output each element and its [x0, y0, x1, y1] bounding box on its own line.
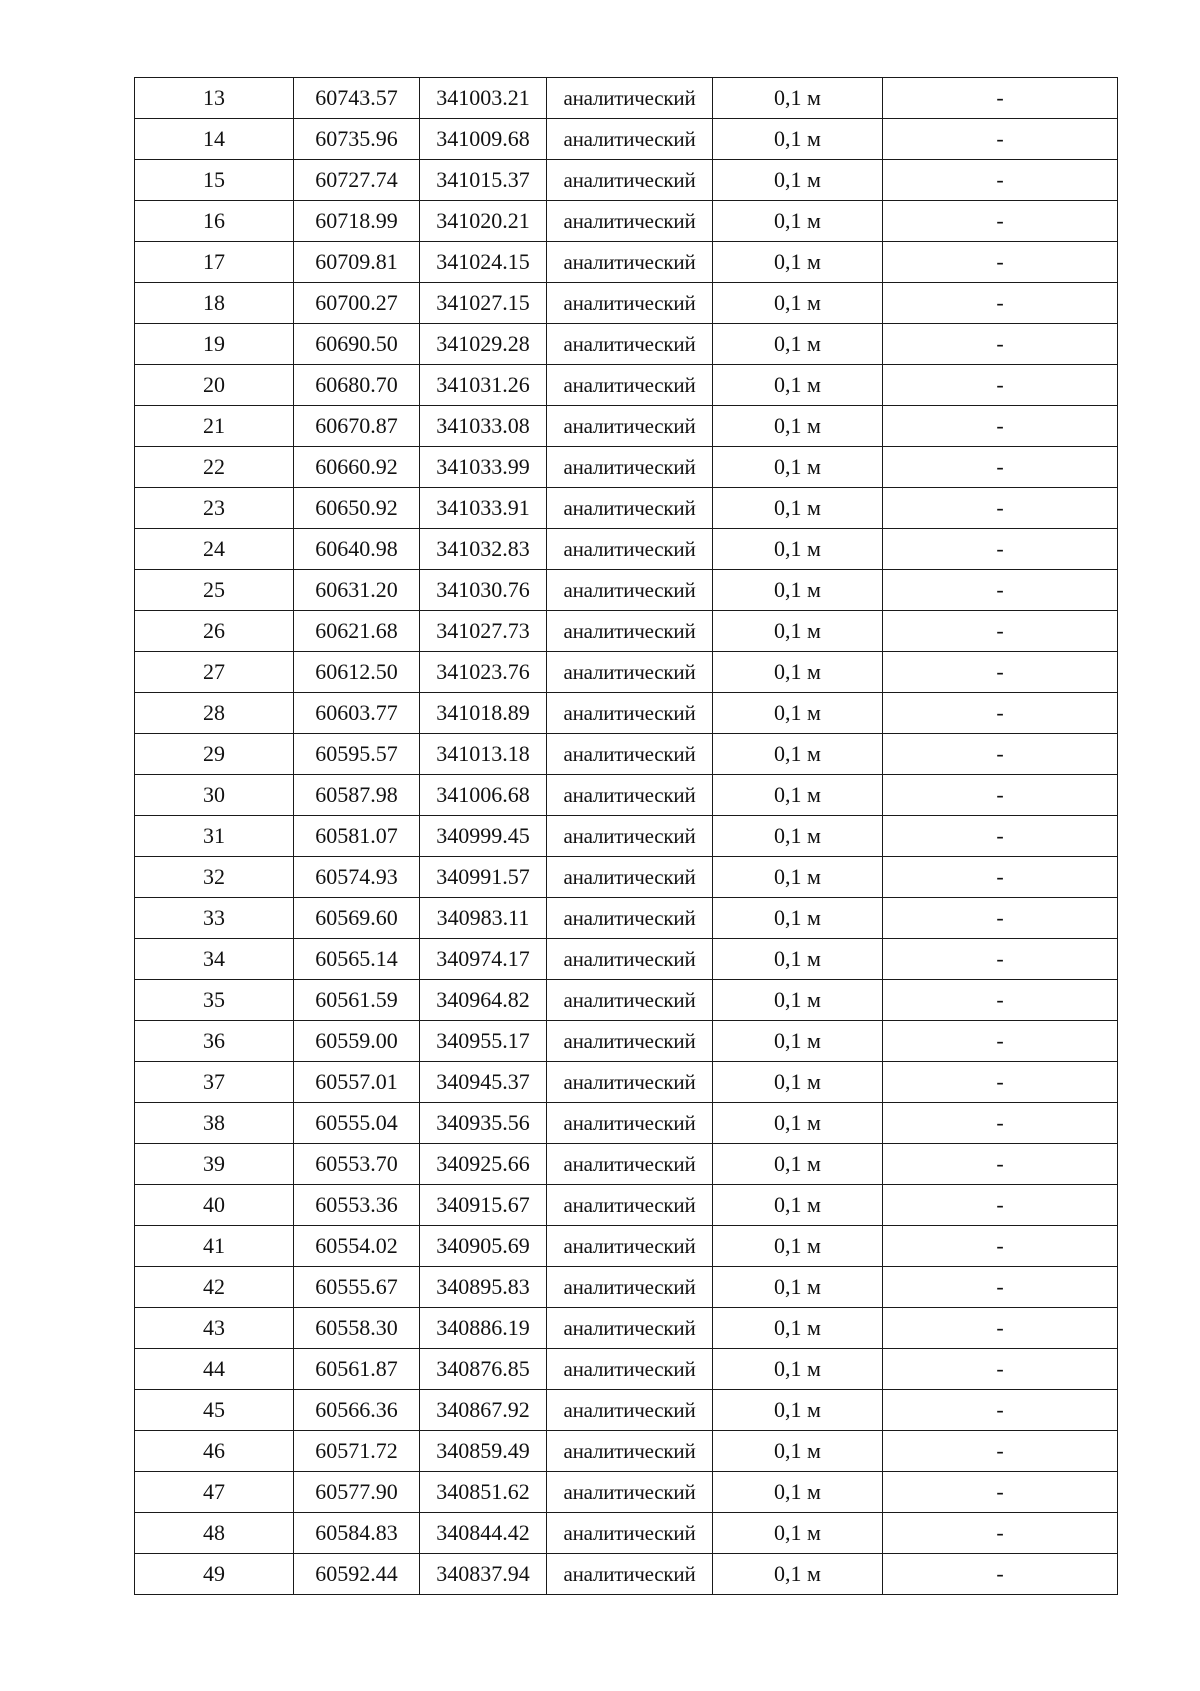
method-cell: аналитический [547, 78, 713, 119]
table-row [135, 119, 1118, 160]
method-cell: аналитический [547, 1431, 713, 1472]
note-cell: - [883, 1308, 1118, 1349]
note-cell: - [883, 447, 1118, 488]
accuracy-cell: 0,1 м [713, 775, 883, 816]
point-number-cell: 35 [135, 980, 294, 1021]
accuracy-cell: 0,1 м [713, 980, 883, 1021]
table-row [135, 1431, 1118, 1472]
x-coordinate-cell: 60680.70 [294, 365, 420, 406]
table-row [135, 283, 1118, 324]
method-cell: аналитический [547, 1349, 713, 1390]
y-coordinate-cell: 341027.73 [420, 611, 547, 652]
accuracy-cell: 0,1 м [713, 816, 883, 857]
x-coordinate-cell: 60553.70 [294, 1144, 420, 1185]
note-cell: - [883, 1513, 1118, 1554]
point-number-cell: 21 [135, 406, 294, 447]
table-row [135, 1308, 1118, 1349]
accuracy-cell: 0,1 м [713, 406, 883, 447]
point-number-cell: 47 [135, 1472, 294, 1513]
accuracy-cell: 0,1 м [713, 1144, 883, 1185]
y-coordinate-cell: 341032.83 [420, 529, 547, 570]
point-number-cell: 34 [135, 939, 294, 980]
accuracy-cell: 0,1 м [713, 447, 883, 488]
method-cell: аналитический [547, 242, 713, 283]
point-number-cell: 44 [135, 1349, 294, 1390]
y-coordinate-cell: 340915.67 [420, 1185, 547, 1226]
method-cell: аналитический [547, 1185, 713, 1226]
point-number-cell: 39 [135, 1144, 294, 1185]
method-cell: аналитический [547, 283, 713, 324]
table-row [135, 898, 1118, 939]
method-cell: аналитический [547, 1144, 713, 1185]
point-number-cell: 29 [135, 734, 294, 775]
accuracy-cell: 0,1 м [713, 1349, 883, 1390]
y-coordinate-cell: 341033.08 [420, 406, 547, 447]
note-cell: - [883, 939, 1118, 980]
method-cell: аналитический [547, 734, 713, 775]
accuracy-cell: 0,1 м [713, 242, 883, 283]
x-coordinate-cell: 60555.04 [294, 1103, 420, 1144]
table-row [135, 652, 1118, 693]
x-coordinate-cell: 60558.30 [294, 1308, 420, 1349]
accuracy-cell: 0,1 м [713, 1308, 883, 1349]
method-cell: аналитический [547, 324, 713, 365]
table-row [135, 488, 1118, 529]
note-cell: - [883, 693, 1118, 734]
note-cell: - [883, 652, 1118, 693]
accuracy-cell: 0,1 м [713, 898, 883, 939]
note-cell: - [883, 898, 1118, 939]
x-coordinate-cell: 60727.74 [294, 160, 420, 201]
y-coordinate-cell: 340876.85 [420, 1349, 547, 1390]
y-coordinate-cell: 340859.49 [420, 1431, 547, 1472]
point-number-cell: 46 [135, 1431, 294, 1472]
y-coordinate-cell: 341033.99 [420, 447, 547, 488]
point-number-cell: 28 [135, 693, 294, 734]
note-cell: - [883, 1554, 1118, 1595]
point-number-cell: 18 [135, 283, 294, 324]
accuracy-cell: 0,1 м [713, 160, 883, 201]
y-coordinate-cell: 341033.91 [420, 488, 547, 529]
table-row [135, 1513, 1118, 1554]
x-coordinate-cell: 60553.36 [294, 1185, 420, 1226]
x-coordinate-cell: 60566.36 [294, 1390, 420, 1431]
table-row [135, 693, 1118, 734]
accuracy-cell: 0,1 м [713, 283, 883, 324]
note-cell: - [883, 570, 1118, 611]
y-coordinate-cell: 341031.26 [420, 365, 547, 406]
accuracy-cell: 0,1 м [713, 488, 883, 529]
y-coordinate-cell: 340983.11 [420, 898, 547, 939]
point-number-cell: 43 [135, 1308, 294, 1349]
y-coordinate-cell: 340844.42 [420, 1513, 547, 1554]
accuracy-cell: 0,1 м [713, 1513, 883, 1554]
note-cell: - [883, 1390, 1118, 1431]
table-row [135, 1062, 1118, 1103]
x-coordinate-cell: 60584.83 [294, 1513, 420, 1554]
accuracy-cell: 0,1 м [713, 1185, 883, 1226]
table-row [135, 406, 1118, 447]
note-cell: - [883, 1185, 1118, 1226]
x-coordinate-cell: 60718.99 [294, 201, 420, 242]
table-row [135, 447, 1118, 488]
x-coordinate-cell: 60700.27 [294, 283, 420, 324]
point-number-cell: 48 [135, 1513, 294, 1554]
note-cell: - [883, 816, 1118, 857]
note-cell: - [883, 1226, 1118, 1267]
method-cell: аналитический [547, 1267, 713, 1308]
x-coordinate-cell: 60621.68 [294, 611, 420, 652]
coordinates-table-body [135, 78, 1118, 1595]
point-number-cell: 42 [135, 1267, 294, 1308]
y-coordinate-cell: 340945.37 [420, 1062, 547, 1103]
x-coordinate-cell: 60592.44 [294, 1554, 420, 1595]
accuracy-cell: 0,1 м [713, 857, 883, 898]
method-cell: аналитический [547, 980, 713, 1021]
note-cell: - [883, 611, 1118, 652]
accuracy-cell: 0,1 м [713, 78, 883, 119]
method-cell: аналитический [547, 939, 713, 980]
note-cell: - [883, 1021, 1118, 1062]
accuracy-cell: 0,1 м [713, 1103, 883, 1144]
note-cell: - [883, 119, 1118, 160]
y-coordinate-cell: 340905.69 [420, 1226, 547, 1267]
point-number-cell: 31 [135, 816, 294, 857]
x-coordinate-cell: 60561.87 [294, 1349, 420, 1390]
method-cell: аналитический [547, 1226, 713, 1267]
method-cell: аналитический [547, 365, 713, 406]
accuracy-cell: 0,1 м [713, 693, 883, 734]
table-row [135, 611, 1118, 652]
table-row [135, 1021, 1118, 1062]
x-coordinate-cell: 60640.98 [294, 529, 420, 570]
method-cell: аналитический [547, 1021, 713, 1062]
method-cell: аналитический [547, 447, 713, 488]
y-coordinate-cell: 340935.56 [420, 1103, 547, 1144]
x-coordinate-cell: 60571.72 [294, 1431, 420, 1472]
table-row [135, 1185, 1118, 1226]
accuracy-cell: 0,1 м [713, 1390, 883, 1431]
x-coordinate-cell: 60743.57 [294, 78, 420, 119]
x-coordinate-cell: 60577.90 [294, 1472, 420, 1513]
table-row [135, 1226, 1118, 1267]
x-coordinate-cell: 60603.77 [294, 693, 420, 734]
point-number-cell: 16 [135, 201, 294, 242]
point-number-cell: 22 [135, 447, 294, 488]
table-row [135, 816, 1118, 857]
method-cell: аналитический [547, 488, 713, 529]
point-number-cell: 45 [135, 1390, 294, 1431]
point-number-cell: 19 [135, 324, 294, 365]
table-row [135, 1554, 1118, 1595]
point-number-cell: 26 [135, 611, 294, 652]
table-row [135, 242, 1118, 283]
accuracy-cell: 0,1 м [713, 1267, 883, 1308]
method-cell: аналитический [547, 570, 713, 611]
accuracy-cell: 0,1 м [713, 365, 883, 406]
note-cell: - [883, 1144, 1118, 1185]
note-cell: - [883, 775, 1118, 816]
table-row [135, 1349, 1118, 1390]
y-coordinate-cell: 340867.92 [420, 1390, 547, 1431]
note-cell: - [883, 1472, 1118, 1513]
table-row [135, 980, 1118, 1021]
point-number-cell: 30 [135, 775, 294, 816]
x-coordinate-cell: 60690.50 [294, 324, 420, 365]
accuracy-cell: 0,1 м [713, 1554, 883, 1595]
x-coordinate-cell: 60565.14 [294, 939, 420, 980]
x-coordinate-cell: 60561.59 [294, 980, 420, 1021]
note-cell: - [883, 242, 1118, 283]
point-number-cell: 38 [135, 1103, 294, 1144]
y-coordinate-cell: 341013.18 [420, 734, 547, 775]
accuracy-cell: 0,1 м [713, 570, 883, 611]
y-coordinate-cell: 340851.62 [420, 1472, 547, 1513]
y-coordinate-cell: 340925.66 [420, 1144, 547, 1185]
y-coordinate-cell: 341029.28 [420, 324, 547, 365]
x-coordinate-cell: 60670.87 [294, 406, 420, 447]
note-cell: - [883, 1349, 1118, 1390]
x-coordinate-cell: 60569.60 [294, 898, 420, 939]
table-row [135, 324, 1118, 365]
table-row [135, 201, 1118, 242]
point-number-cell: 15 [135, 160, 294, 201]
point-number-cell: 36 [135, 1021, 294, 1062]
point-number-cell: 32 [135, 857, 294, 898]
method-cell: аналитический [547, 1308, 713, 1349]
y-coordinate-cell: 341009.68 [420, 119, 547, 160]
y-coordinate-cell: 341030.76 [420, 570, 547, 611]
accuracy-cell: 0,1 м [713, 652, 883, 693]
x-coordinate-cell: 60709.81 [294, 242, 420, 283]
method-cell: аналитический [547, 693, 713, 734]
method-cell: аналитический [547, 201, 713, 242]
method-cell: аналитический [547, 898, 713, 939]
method-cell: аналитический [547, 816, 713, 857]
note-cell: - [883, 324, 1118, 365]
table-row [135, 570, 1118, 611]
y-coordinate-cell: 340974.17 [420, 939, 547, 980]
note-cell: - [883, 529, 1118, 570]
accuracy-cell: 0,1 м [713, 1431, 883, 1472]
y-coordinate-cell: 340955.17 [420, 1021, 547, 1062]
point-number-cell: 23 [135, 488, 294, 529]
point-number-cell: 17 [135, 242, 294, 283]
table-row [135, 529, 1118, 570]
note-cell: - [883, 160, 1118, 201]
y-coordinate-cell: 341006.68 [420, 775, 547, 816]
table-row [135, 365, 1118, 406]
x-coordinate-cell: 60595.57 [294, 734, 420, 775]
x-coordinate-cell: 60660.92 [294, 447, 420, 488]
note-cell: - [883, 406, 1118, 447]
y-coordinate-cell: 341023.76 [420, 652, 547, 693]
y-coordinate-cell: 340964.82 [420, 980, 547, 1021]
method-cell: аналитический [547, 652, 713, 693]
accuracy-cell: 0,1 м [713, 734, 883, 775]
y-coordinate-cell: 340895.83 [420, 1267, 547, 1308]
y-coordinate-cell: 341015.37 [420, 160, 547, 201]
point-number-cell: 24 [135, 529, 294, 570]
accuracy-cell: 0,1 м [713, 201, 883, 242]
y-coordinate-cell: 341003.21 [420, 78, 547, 119]
method-cell: аналитический [547, 1472, 713, 1513]
table-row [135, 1144, 1118, 1185]
accuracy-cell: 0,1 м [713, 119, 883, 160]
y-coordinate-cell: 341024.15 [420, 242, 547, 283]
point-number-cell: 25 [135, 570, 294, 611]
point-number-cell: 41 [135, 1226, 294, 1267]
accuracy-cell: 0,1 м [713, 939, 883, 980]
note-cell: - [883, 857, 1118, 898]
note-cell: - [883, 1062, 1118, 1103]
x-coordinate-cell: 60581.07 [294, 816, 420, 857]
note-cell: - [883, 1267, 1118, 1308]
method-cell: аналитический [547, 160, 713, 201]
accuracy-cell: 0,1 м [713, 1062, 883, 1103]
method-cell: аналитический [547, 1513, 713, 1554]
note-cell: - [883, 1103, 1118, 1144]
accuracy-cell: 0,1 м [713, 611, 883, 652]
accuracy-cell: 0,1 м [713, 529, 883, 570]
method-cell: аналитический [547, 1554, 713, 1595]
x-coordinate-cell: 60574.93 [294, 857, 420, 898]
method-cell: аналитический [547, 119, 713, 160]
x-coordinate-cell: 60650.92 [294, 488, 420, 529]
x-coordinate-cell: 60587.98 [294, 775, 420, 816]
table-row [135, 939, 1118, 980]
y-coordinate-cell: 340886.19 [420, 1308, 547, 1349]
point-number-cell: 20 [135, 365, 294, 406]
point-number-cell: 40 [135, 1185, 294, 1226]
table-row [135, 1267, 1118, 1308]
point-number-cell: 49 [135, 1554, 294, 1595]
table-row [135, 734, 1118, 775]
method-cell: аналитический [547, 775, 713, 816]
x-coordinate-cell: 60559.00 [294, 1021, 420, 1062]
point-number-cell: 37 [135, 1062, 294, 1103]
table-row [135, 1390, 1118, 1431]
point-number-cell: 13 [135, 78, 294, 119]
x-coordinate-cell: 60612.50 [294, 652, 420, 693]
method-cell: аналитический [547, 1390, 713, 1431]
y-coordinate-cell: 341018.89 [420, 693, 547, 734]
y-coordinate-cell: 341027.15 [420, 283, 547, 324]
x-coordinate-cell: 60554.02 [294, 1226, 420, 1267]
accuracy-cell: 0,1 м [713, 1472, 883, 1513]
point-number-cell: 14 [135, 119, 294, 160]
accuracy-cell: 0,1 м [713, 1021, 883, 1062]
note-cell: - [883, 1431, 1118, 1472]
table-row [135, 857, 1118, 898]
table-row [135, 160, 1118, 201]
y-coordinate-cell: 340837.94 [420, 1554, 547, 1595]
table-row [135, 78, 1118, 119]
method-cell: аналитический [547, 857, 713, 898]
note-cell: - [883, 734, 1118, 775]
x-coordinate-cell: 60555.67 [294, 1267, 420, 1308]
method-cell: аналитический [547, 611, 713, 652]
method-cell: аналитический [547, 1062, 713, 1103]
x-coordinate-cell: 60735.96 [294, 119, 420, 160]
table-row [135, 1472, 1118, 1513]
note-cell: - [883, 365, 1118, 406]
method-cell: аналитический [547, 529, 713, 570]
x-coordinate-cell: 60631.20 [294, 570, 420, 611]
point-number-cell: 27 [135, 652, 294, 693]
table-row [135, 775, 1118, 816]
note-cell: - [883, 201, 1118, 242]
accuracy-cell: 0,1 м [713, 324, 883, 365]
method-cell: аналитический [547, 1103, 713, 1144]
note-cell: - [883, 980, 1118, 1021]
y-coordinate-cell: 340999.45 [420, 816, 547, 857]
point-number-cell: 33 [135, 898, 294, 939]
y-coordinate-cell: 340991.57 [420, 857, 547, 898]
note-cell: - [883, 488, 1118, 529]
accuracy-cell: 0,1 м [713, 1226, 883, 1267]
y-coordinate-cell: 341020.21 [420, 201, 547, 242]
table-row [135, 1103, 1118, 1144]
coordinates-table [134, 77, 1118, 1595]
note-cell: - [883, 78, 1118, 119]
note-cell: - [883, 283, 1118, 324]
method-cell: аналитический [547, 406, 713, 447]
x-coordinate-cell: 60557.01 [294, 1062, 420, 1103]
